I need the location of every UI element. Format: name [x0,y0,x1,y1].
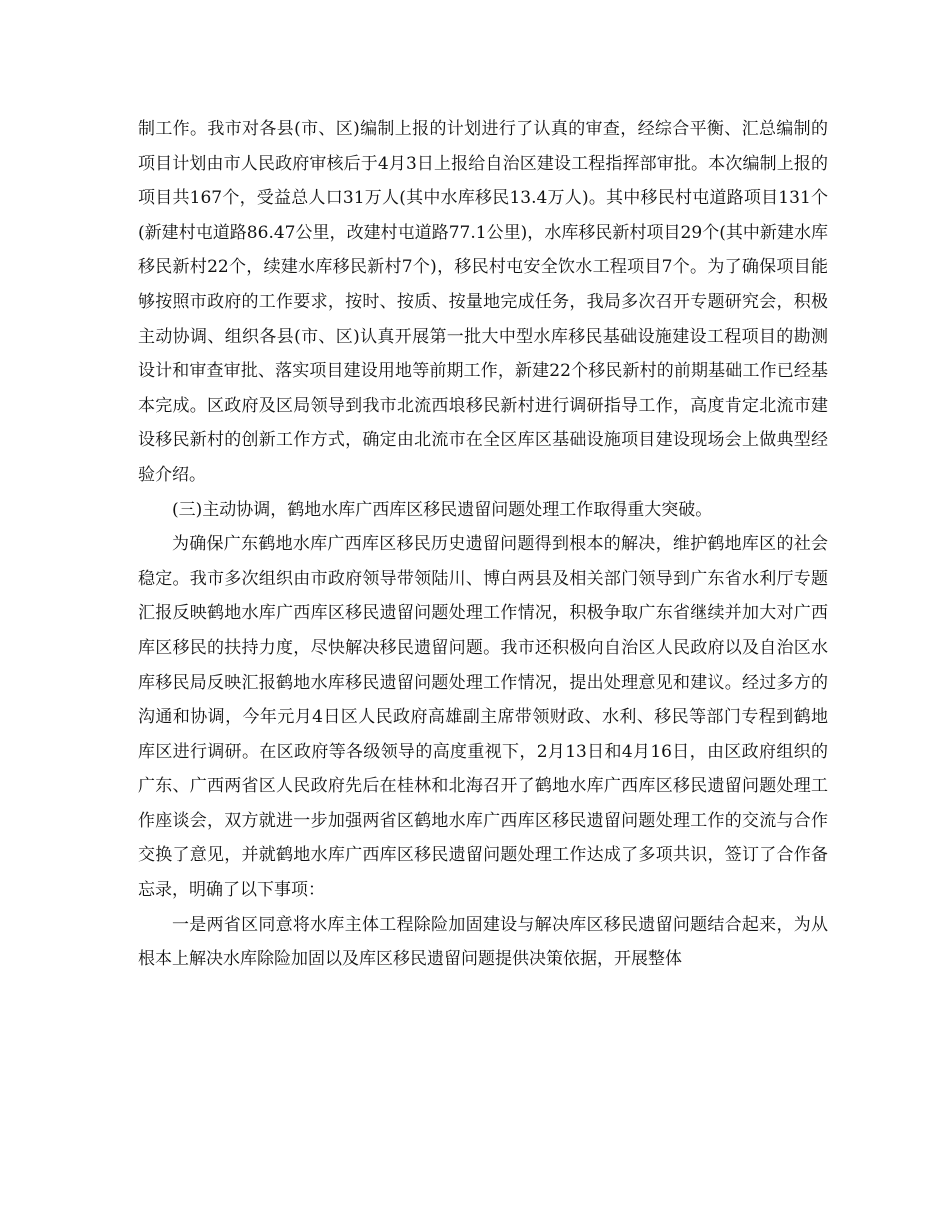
paragraph-project-plan: 制工作。我市对各县(市、区)编制上报的计划进行了认真的审查，经综合平衡、汇总编制的项目计划由市人民政府审核后于4月3日上报给自治区建设工程指挥部审批。本次编制上报的项目共167个，受益总人口31万人(其中水库移民13.4万人)。其中移民村屯道路项目131个(新建村屯道路86.47公里，改建村屯道路77.1公里)，水库移民新村项目29个(其中新建水库移民新村22个，续建水库移民新村7个)，移民村屯安全饮水工程项目7个。为了确保项目能够按照市政府的工作要求，按时、按质、按量地完成任务，我局多次召开专题研究会，积极主动协调、组织各县(市、区)认真开展第一批大中型水库移民基础设施建设工程项目的勘测设计和审查审批、落实项目建设用地等前期工作，新建22个移民新村的前期基础工作已经基本完成。区政府及区局领导到我市北流西埌移民新村进行调研指导工作，高度肯定北流市建设移民新村的创新工作方式，确定由北流市在全区库区基础设施项目建设现场会上做典型经验介绍。 [138,119,828,485]
section-heading-3: (三)主动协调，鹤地水库广西库区移民遗留问题处理工作取得重大突破。 [172,499,713,520]
document-page [138,112,828,977]
paragraph-hedi-reservoir: 为确保广东鹤地水库广西库区移民历史遗留问题得到根本的解决，维护鹤地库区的社会稳定。我市多次组织由市政府领导带领陆川、博白两县及相关部门领导到广东省水利厅专题汇报反映鹤地水库广西库区移民遗留问题处理工作情况，积极争取广东省继续并加大对广西库区移民的扶持力度，尽快解决移民遗留问题。我市还积极向自治区人民政府以及自治区水库移民局反映汇报鹤地水库移民遗留问题处理工作情况，提出处理意见和建议。经过多方的沟通和协调，今年元月4日区人民政府高雄副主席带领财政、水利、移民等部门专程到鹤地库区进行调研。在区政府等各级领导的高度重视下，2月13日和4月16日，由区政府组织的广东、广西两省区人民政府先后在桂林和北海召开了鹤地水库广西库区移民遗留问题处理工作座谈会，双方就进一步加强两省区鹤地水库广西库区移民遗留问题处理工作的交流与合作交换了意见，并就鹤地水库广西库区移民遗留问题处理工作达成了多项共识，签订了合作备忘录，明确了以下事项： [138,534,828,901]
paragraph-item-one: 一是两省区同意将水库主体工程除险加固建设与解决库区移民遗留问题结合起来，为从根本上解决水库除险加固以及库区移民遗留问题提供决策依据，开展整体 [138,914,828,970]
